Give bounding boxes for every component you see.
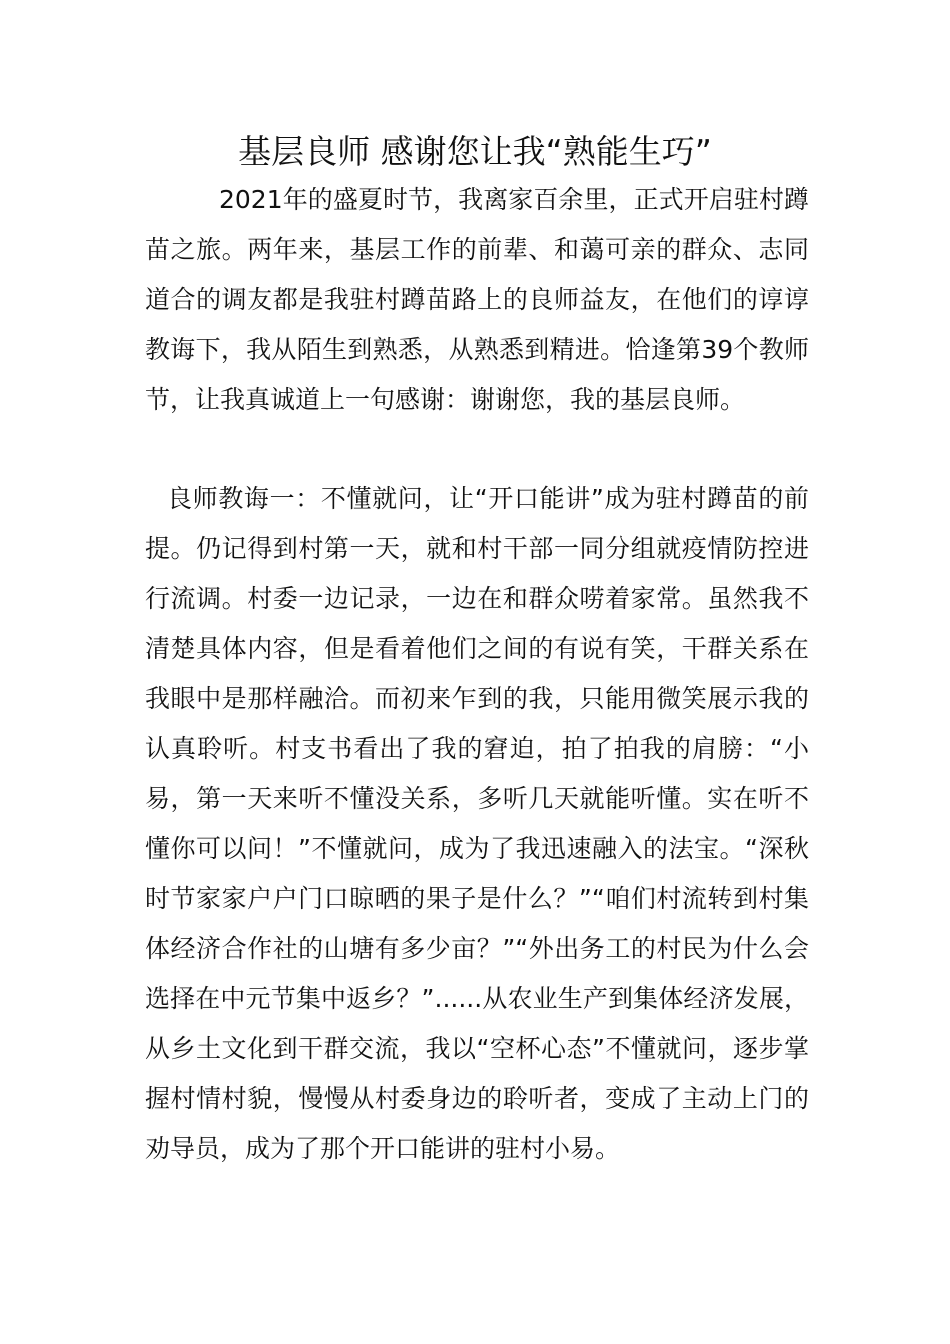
paragraph-lesson-one: 良师教诲一：不懂就问，让“开口能讲”成为驻村蹲苗的前提。仍记得到村第一天，就和村干部一同分组就疫情防控进行流调。村委一边记录，一边在和群众唠着家常。虽然我不清楚具体内容，但是看着他们之间的有说有笑，干群关系在我眼中是那样融洽。而初来乍到的我，只能用微笑展示我的认真聆听。村支书看出了我的窘迫，拍了拍我的肩膀：“小易，第一天来听不懂没关系，多听几天就能听懂。实在听不懂你可以问！”不懂就问，成为了我迅速融入的法宝。“深秋时节家家户户门口晾晒的果子是什么？”“咱们村流转到村集体经济合作社的山塘有多少亩？”“外出务工的村民为什么会选择在中元节集中返乡？”......从农业生产到集体经济发展，从乡土文化到干群交流，我以“空杯心态”不懂就问，逐步掌握村情村貌，慢慢从村委身边的聆听者，变成了主动上门的劝导员，成为了那个开口能讲的驻村小易。 xyxy=(145,484,809,1163)
paragraph-intro: 2021年的盛夏时节，我离家百余里，正式开启驻村蹲苗之旅。两年来，基层工作的前辈、和蔼可亲的群众、志同道合的调友都是我驻村蹲苗路上的良师益友，在他们的谆谆教诲下，我从陌生到熟悉，从熟悉到精进。恰逢第39个教师节，让我真诚道上一句感谢：谢谢您，我的基层良师。 xyxy=(145,185,809,414)
document-title: 基层良师 感谢您让我“熟能生巧” xyxy=(238,132,712,171)
